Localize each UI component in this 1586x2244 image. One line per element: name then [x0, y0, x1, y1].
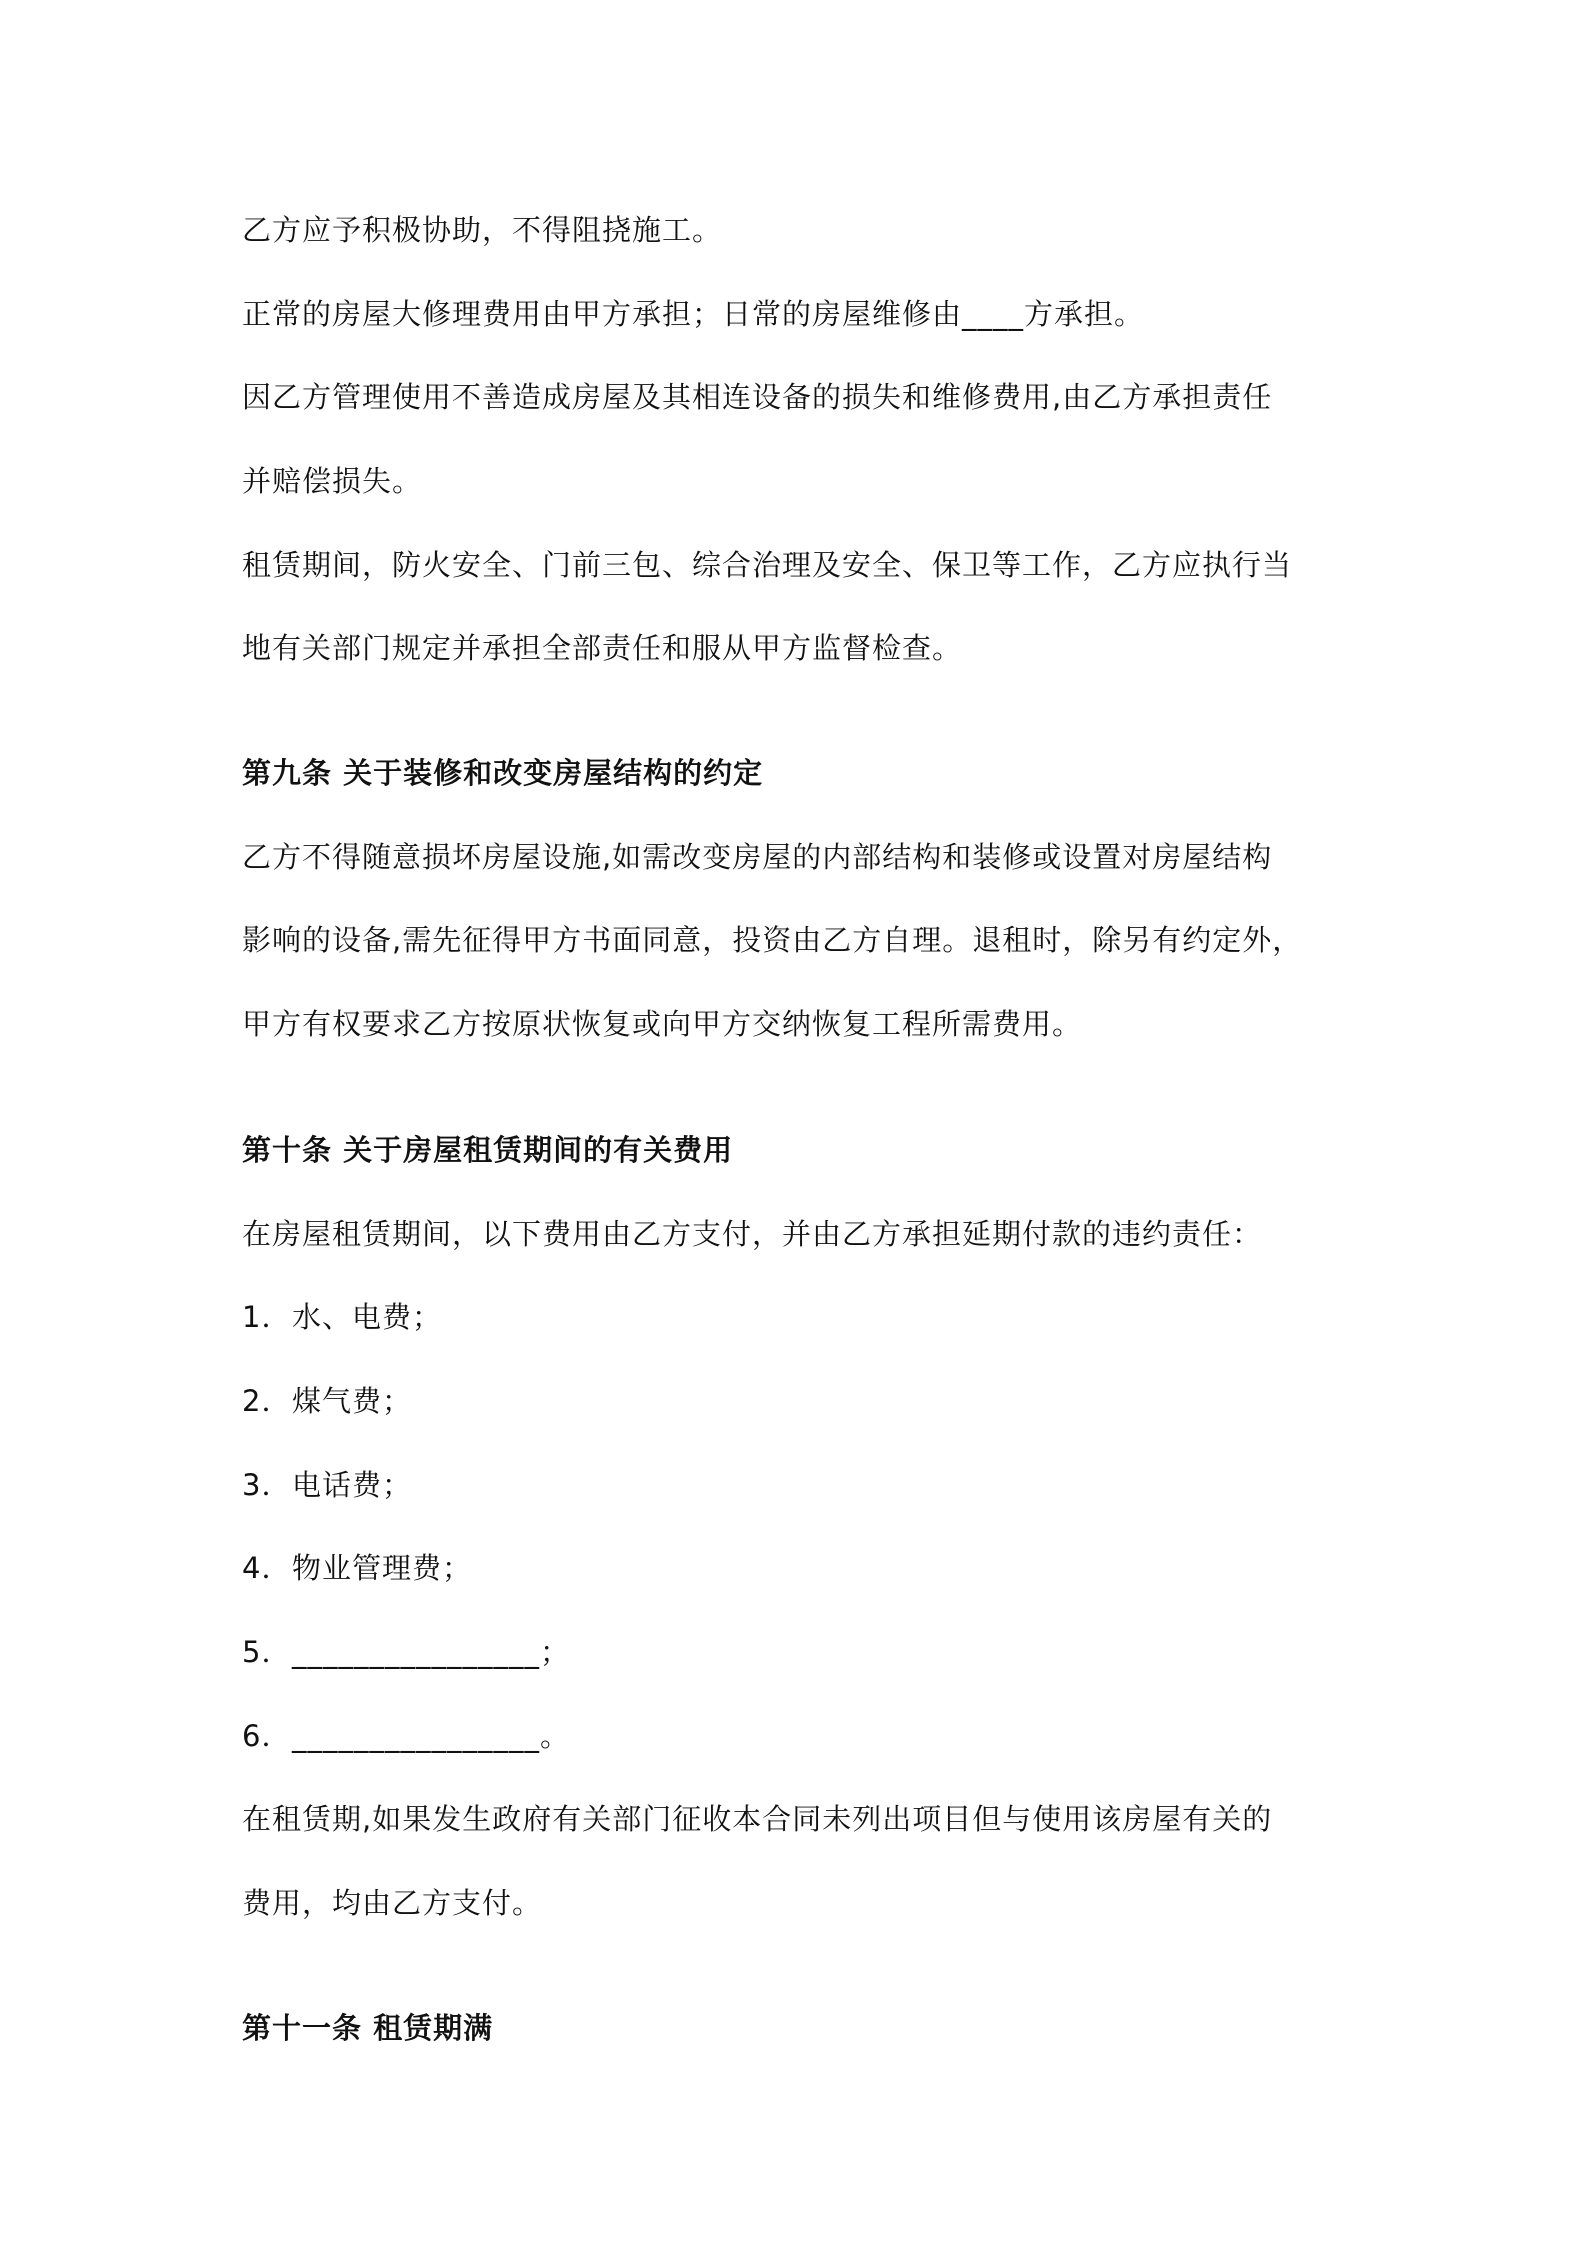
paragraph-line: 并赔偿损失。 [242, 464, 423, 498]
section-heading-9: 第九条 关于装修和改变房屋结构的约定 [242, 756, 764, 790]
list-item-text: 煤气费； [292, 1384, 413, 1418]
paragraph-line: 租赁期间，防火安全、门前三包、综合治理及安全、保卫等工作，乙方应执行当 [242, 548, 1293, 582]
list-item-number: 5． [242, 1635, 292, 1669]
list-item-text: 电话费； [292, 1468, 413, 1502]
section-heading-11: 第十一条 租赁期满 [242, 2011, 494, 2045]
paragraph-line: 甲方有权要求乙方按原状恢复或向甲方交纳恢复工程所需费用。 [242, 1007, 1083, 1041]
list-item [242, 1716, 1362, 1756]
list-item [242, 1465, 1362, 1505]
paragraph-line: 地有关部门规定并承担全部责任和服从甲方监督检查。 [242, 631, 963, 665]
list-item-number: 4． [242, 1551, 292, 1585]
list-item-text: 水、电费； [292, 1300, 443, 1334]
paragraph-line: 乙方不得随意损坏房屋设施,如需改变房屋的内部结构和装修或设置对房屋结构 [242, 840, 1273, 874]
list-item [242, 1632, 1362, 1672]
list-item-number: 6． [242, 1719, 292, 1753]
paragraph-line: 因乙方管理使用不善造成房屋及其相连设备的损失和维修费用,由乙方承担责任 [242, 380, 1273, 414]
paragraph-line: 影响的设备,需先征得甲方书面同意，投资由乙方自理。退租时，除另有约定外， [242, 923, 1303, 957]
list-item [242, 1297, 1362, 1337]
list-item-number: 2． [242, 1384, 292, 1418]
section-heading-10: 第十条 关于房屋租赁期间的有关费用 [242, 1133, 734, 1167]
list-item [242, 1381, 1362, 1421]
paragraph-line: 在租赁期,如果发生政府有关部门征收本合同未列出项目但与使用该房屋有关的 [242, 1802, 1273, 1836]
list-item-number: 3． [242, 1468, 292, 1502]
list-item [242, 1548, 1362, 1588]
paragraph-line: 正常的房屋大修理费用由甲方承担；日常的房屋维修由____方承担。 [242, 297, 1145, 331]
paragraph-line: 乙方应予积极协助，不得阻挠施工。 [242, 213, 723, 247]
paragraph-line: 费用，均由乙方支付。 [242, 1886, 543, 1920]
list-item-text: 物业管理费； [292, 1551, 473, 1585]
paragraph-line: 在房屋租赁期间，以下费用由乙方支付，并由乙方承担延期付款的违约责任： [242, 1217, 1263, 1251]
list-item-number: 1． [242, 1300, 292, 1334]
list-item-text: ________________。 [292, 1719, 571, 1753]
list-item-text: ________________； [292, 1635, 571, 1669]
